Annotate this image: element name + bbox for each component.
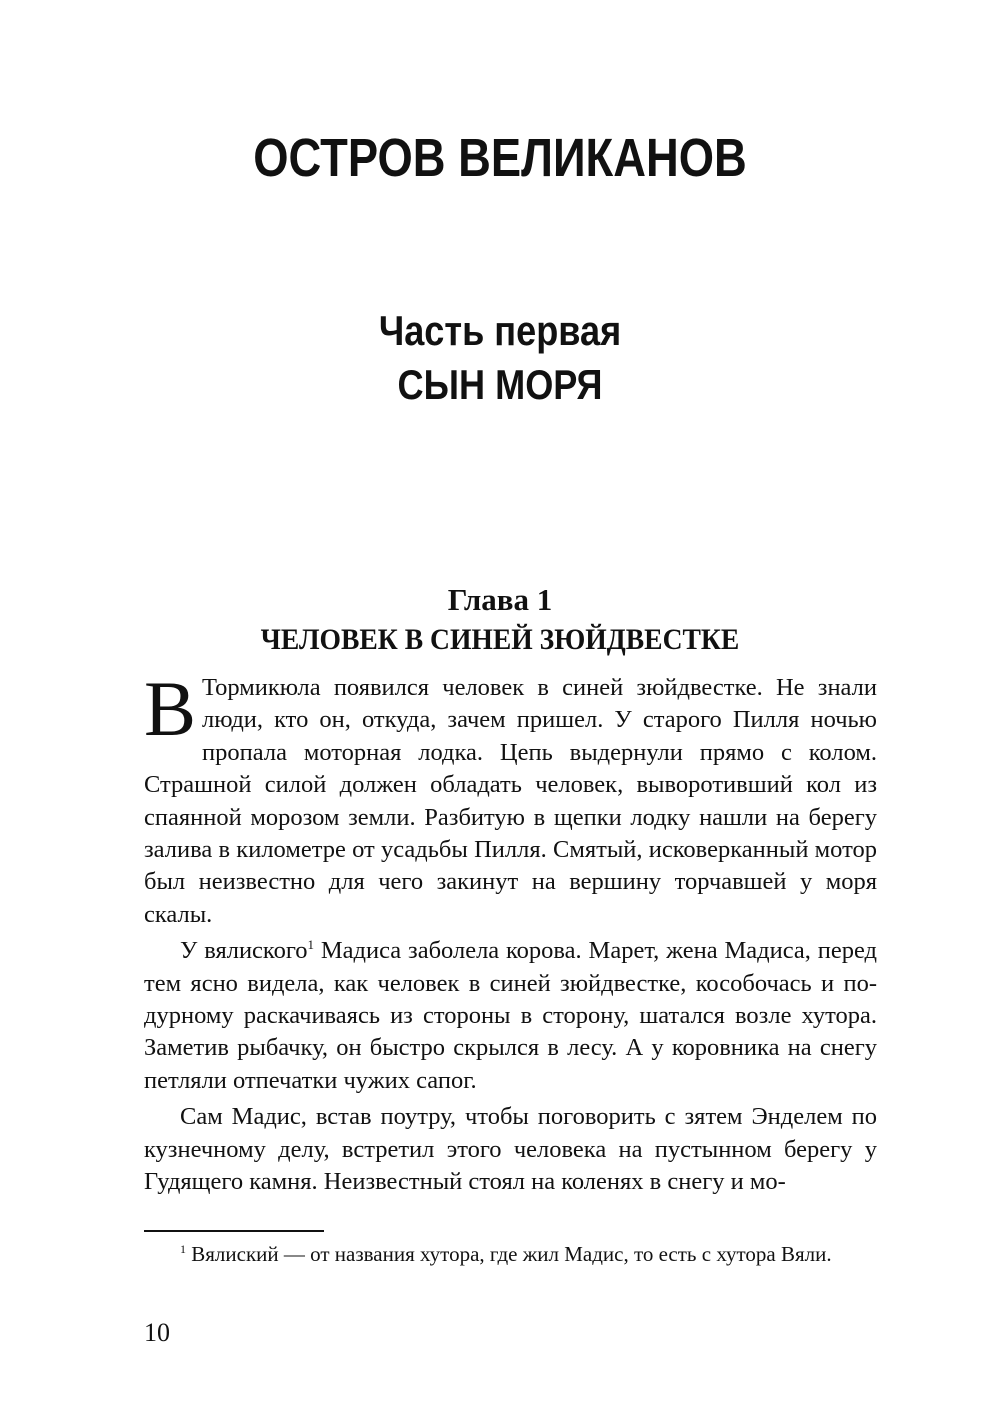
paragraph-2-start: У вялиского bbox=[180, 937, 308, 965]
footnote-marker: 1 bbox=[180, 1242, 186, 1256]
footnote-divider bbox=[144, 1230, 324, 1232]
footnote-reference: 1 bbox=[307, 937, 315, 953]
body-text bbox=[144, 665, 877, 1203]
footnote bbox=[144, 1240, 877, 1268]
paragraph-2-rest: Мадиса заболела корова. Марет, жена Мадиса, перед тем ясно видела, как человек в синей зюйдвестке, кособочась и по-дурному раскачиваясь из стороны в сторону, шатался возле хутора. Заметив рыбачку, он быстро скрылся в лесу. А у коровника на снегу петляли отпечатки чужих сапог. bbox=[144, 937, 877, 1094]
book-title: ОСТРОВ ВЕЛИКАНОВ bbox=[253, 128, 747, 188]
paragraph-3-text: Сам Мадис, встав поутру, чтобы поговорить с зятем Энделем по кузнечному делу, встретил этого человека на пустынном берегу у Гудящего камня. Неизвестный стоял на коленях в снегу и мо- bbox=[144, 1103, 877, 1196]
chapter-heading bbox=[0, 580, 1000, 660]
chapter-number: Глава 1 bbox=[447, 582, 553, 617]
part-heading bbox=[70, 304, 930, 412]
chapter-title: ЧЕЛОВЕК В СИНЕЙ ЗЮЙДВЕСТКЕ bbox=[260, 623, 740, 656]
footnote-text: Вялиский — от названия хутора, где жил Мадис, то есть с хутора Вяли. bbox=[186, 1242, 832, 1266]
paragraph-2 bbox=[144, 935, 877, 1097]
paragraph-1-text: Тормикюла появился человек в синей зюйдвестке. Не знали люди, кто он, откуда, зачем пришел. У старого Пилля ночью пропала моторная лодка. Цепь выдернули прямо с колом. Страшной силой должен обладать человек, выворотивший кол из спаянной морозом земли. Разбитую в щепки лодку нашли на берегу залива в километре от усадьбы Пилля. Смятый, исковерканный мотор был неизвестно для чего закинут на вершину торчавшей у моря скалы. bbox=[144, 674, 877, 928]
paragraph-1 bbox=[144, 665, 877, 931]
paragraph-3 bbox=[144, 1101, 877, 1198]
part-label: Часть первая bbox=[378, 307, 622, 354]
part-title: СЫН МОРЯ bbox=[397, 361, 603, 408]
page-number: 10 bbox=[144, 1318, 170, 1347]
drop-cap: В bbox=[144, 665, 197, 752]
